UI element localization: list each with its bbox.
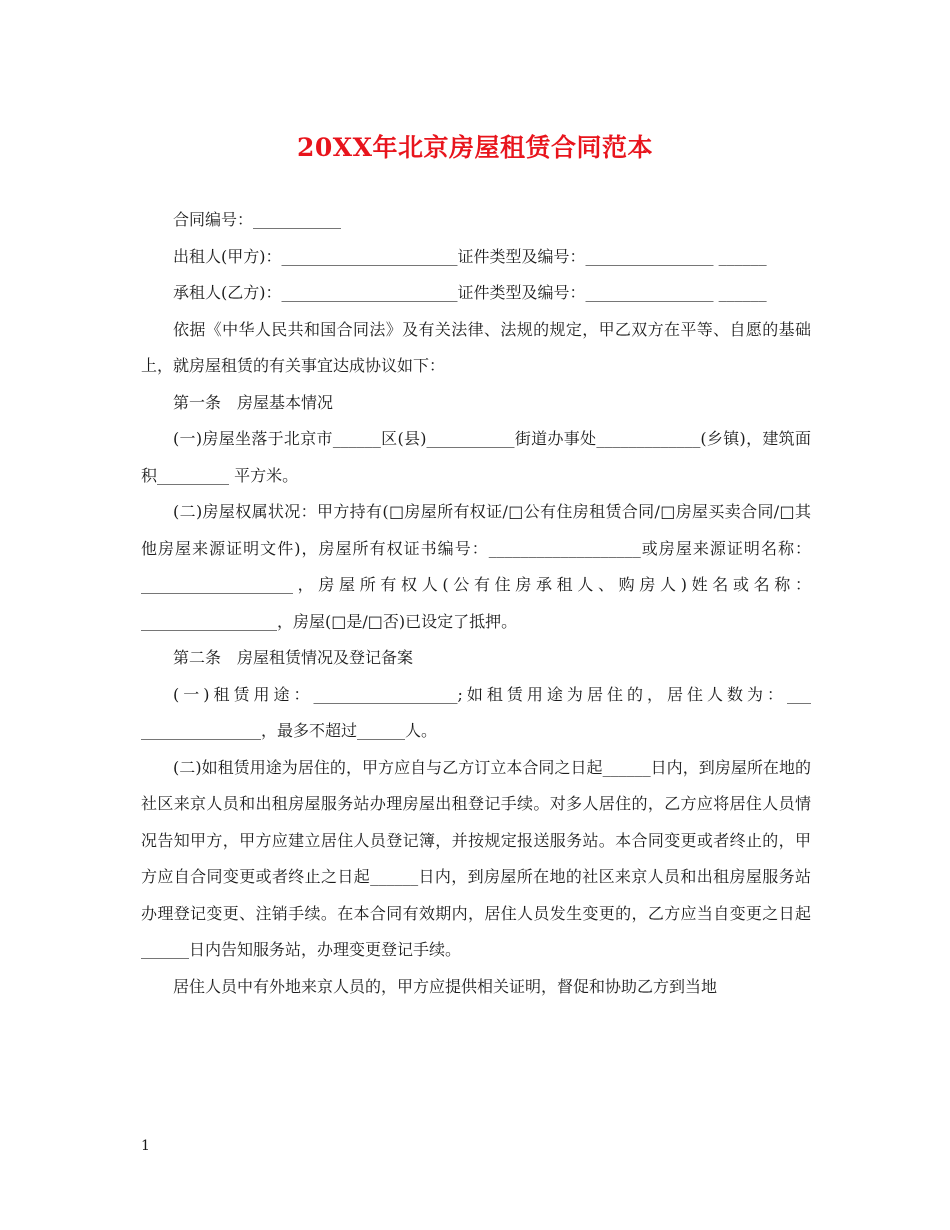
page-number: 1 — [141, 1138, 150, 1154]
lessee-line: 承租人(乙方)：______________________证件类型及编号：________________ ______ — [173, 283, 767, 302]
document-body — [141, 202, 811, 1005]
article-1-clause-1: (一)房屋坐落于北京市______区(县)___________街道办事处_____________(乡镇)，建筑面积_________ 平方米。 — [141, 429, 811, 485]
article-2-clause-3: 居住人员中有外地来京人员的，甲方应提供相关证明，督促和协助乙方到当地 — [173, 976, 718, 996]
article-2-clause-1: (一)租赁用途：__________________;如租赁用途为居住的，居住人数为：___ _______________，最多不超过______人。 — [141, 684, 811, 740]
lessor-line: 出租人(甲方)：______________________证件类型及编号：________________ ______ — [173, 246, 767, 266]
article-1-heading: 第一条 房屋基本情况 — [173, 392, 334, 412]
article-1-clause-2: (二)房屋权属状况：甲方持有(□房屋所有权证/□公有住房租赁合同/□房屋买卖合同/□其他房屋来源证明文件)，房屋所有权证书编号：___________________或房屋来源证明名称：___________________，房屋所有权人(公有住房承租人、购房人)姓名或名称：_________________，房屋(□是/□否)已设定了抵押。 — [141, 502, 811, 631]
document-title: 20XX年北京房屋租赁合同范本 — [296, 133, 654, 162]
article-2-clause-2: (二)如租赁用途为居住的，甲方应自与乙方订立本合同之日起______日内，到房屋所在地的社区来京人员和出租房屋服务站办理房屋出租登记手续。对多人居住的，乙方应将居住人员情况告知甲方，甲方应建立居住人员登记簿，并按规定报送服务站。本合同变更或者终止的，甲方应自合同变更或者终止之日起______日内，到房屋所在地的社区来京人员和出租房屋服务站办理登记变更、注销手续。在本合同有效期内，居住人员发生变更的，乙方应当自变更之日起______日内告知服务站，办理变更登记手续。 — [141, 757, 811, 959]
preamble-paragraph: 依据《中华人民共和国合同法》及有关法律、法规的规定，甲乙双方在平等、自愿的基础上，就房屋租赁的有关事宜达成协议如下： — [141, 319, 811, 375]
article-2-heading: 第二条 房屋租赁情况及登记备案 — [173, 648, 414, 667]
contract-number-line: 合同编号：___________ — [173, 210, 342, 229]
